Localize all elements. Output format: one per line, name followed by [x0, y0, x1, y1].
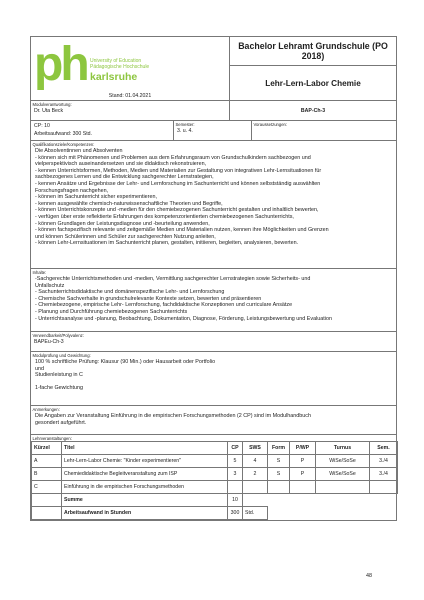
content-line: - Sachunterrichtsdidaktische und domänenspezifische Lehr- und Lernforschung — [35, 289, 225, 296]
exam-label: Modulprüfung und Gewichtung: — [32, 353, 91, 358]
goal-line: - kennen ausgewählte chemisch-naturwissenschaftliche Theorien und Begriffe, — [35, 200, 223, 207]
goal-line: - können Lehr-Lernsituationen im Sachunterricht planen, gestalten, initiieren, begleiten, analysieren, bewerten. — [35, 240, 299, 247]
responsible-label: Modulverantwortung: — [32, 102, 72, 107]
prereq-cell — [252, 121, 397, 141]
ph-karlsruhe-logo — [34, 43, 174, 91]
exam-line: 1-fache Gewichtung — [35, 385, 83, 392]
goal-line: - können sich mit Phänomenen und Problemen aus dem Erfahrungsraum von Grundschulkindern sachbezogen und — [35, 154, 311, 161]
table-cell: Einführung in die empirischen Forschungsmethoden — [62, 481, 228, 494]
workload-row — [32, 507, 398, 520]
semester-cell — [174, 121, 252, 141]
header-cell: Turnus — [316, 442, 370, 455]
goals-list — [31, 147, 396, 249]
table-cell — [268, 507, 398, 520]
goal-line: sachbezogenes Lernen und die Entwicklung sachgerechter Lernstrategien, — [35, 174, 214, 181]
content-line: - Chemiebezogene, empirische Lehr- Lernforschung, fachdidaktische Konzeptionen und curriculare Ansätze — [35, 302, 293, 309]
header-cell: Sem. — [370, 442, 398, 455]
module-table — [30, 36, 397, 521]
table-cell: WiSe/SoSe — [316, 468, 370, 481]
table-cell: P — [290, 468, 316, 481]
workload-label: Arbeitsaufwand in Stunden — [62, 507, 228, 520]
content-list — [31, 275, 396, 324]
goal-line: Forschungsfragen nachgehen, — [35, 187, 109, 194]
goal-line: - verfügen über erste reflektierte Erfahrungen des kompetenzorientierten chemiebezogenen Sachunterrichts, — [35, 213, 294, 220]
table-cell — [228, 481, 243, 494]
semester-value: 3. u. 4. — [177, 128, 193, 134]
prereq-label: Voraussetzungen: — [253, 122, 288, 127]
table-cell: Lehr-Lern-Labor Chemie: "Kinder experimentieren" — [62, 455, 228, 468]
table-cell: S — [268, 455, 290, 468]
courses-cell — [31, 435, 397, 521]
content-line: Unfallschutz — [35, 282, 65, 289]
exam-list — [31, 358, 396, 394]
exam-spacer — [35, 379, 393, 386]
courses-header-row — [32, 442, 398, 455]
table-cell — [370, 481, 398, 494]
notes-line: gesondert aufgeführt. — [35, 419, 87, 426]
table-cell: A — [32, 455, 62, 468]
workload-hours: 300 — [228, 507, 243, 520]
logo-line1: University of Education — [90, 58, 142, 64]
module-title: Lehr-Lern-Labor Chemie — [230, 66, 397, 101]
table-row — [32, 468, 398, 481]
usability-value: BAPEu-Ch-3 — [34, 339, 64, 345]
cp-cell — [31, 121, 174, 141]
responsible-cell — [31, 101, 230, 121]
sum-label: Summe — [62, 494, 228, 507]
table-cell: 2 — [243, 468, 268, 481]
table-cell — [243, 494, 398, 507]
table-cell: S — [268, 468, 290, 481]
notes-cell — [31, 406, 397, 435]
table-cell: 3./4 — [370, 455, 398, 468]
table-cell — [290, 481, 316, 494]
page-number: 48 — [366, 573, 372, 579]
header-cell: Titel — [62, 442, 228, 455]
logo-line2: Pädagogische Hochschule — [90, 64, 150, 70]
notes-label: Anmerkungen: — [32, 407, 60, 412]
logo-letters: ph — [34, 43, 87, 91]
table-cell — [316, 481, 370, 494]
goal-line: - kennen Ansätze und Ergebnisse der Lehr- und Lernforschung im Sachunterricht und können selbstständig auswählten — [35, 180, 321, 187]
goal-line: Die Absolventinnen und Absolventen — [35, 148, 123, 154]
usability-label: Verwendbarkeit/Polyvalenz: — [32, 333, 84, 338]
header-cell: CP — [228, 442, 243, 455]
goals-cell — [31, 141, 397, 269]
goal-line: und können Schülerinnen und Schüler zur sachgerechten Nutzung anleiten, — [35, 233, 216, 240]
courses-label: Lehrveranstaltungen: — [32, 436, 72, 441]
content-line: - Chemische Sachverhalte in grundschulrelevante Kontexte setzen, bewerten und präsentieren — [35, 295, 262, 302]
courses-table — [31, 441, 398, 520]
module-code: BAP-Ch-3 — [230, 101, 397, 121]
exam-line: und — [35, 365, 44, 372]
workload-value: Arbeitsaufwand: 300 Std. — [34, 130, 92, 137]
table-cell — [32, 507, 62, 520]
table-cell — [268, 481, 290, 494]
goal-line: - können Grundlagen der Leistungsdiagnose und -beurteilung anwenden, — [35, 220, 210, 227]
table-cell: WiSe/SoSe — [316, 455, 370, 468]
table-cell: P — [290, 455, 316, 468]
table-row — [32, 455, 398, 468]
logo-city: karlsruhe — [90, 71, 138, 83]
program-title: Bachelor Lehramt Grundschule (PO 2018) — [230, 37, 397, 66]
header-cell: P/WP — [290, 442, 316, 455]
header-cell: SWS — [243, 442, 268, 455]
goal-line: - können Unterrichtskonzepte und -medien für den chemiebezogenen Sachunterricht gestalten und inhaltlich bewerten, — [35, 207, 319, 214]
table-cell: Chemiedidaktische Begleitveranstaltung zum ISP — [62, 468, 228, 481]
sum-cp: 10 — [228, 494, 243, 507]
table-cell: C — [32, 481, 62, 494]
usability-cell — [31, 332, 397, 352]
notes-list — [31, 412, 396, 428]
workload-unit: Std. — [243, 507, 268, 520]
exam-line: 100 % schriftliche Prüfung: Klausur (90 Min.) oder Hausarbeit oder Portfolio — [35, 359, 216, 365]
notes-line: Die Angaben zur Veranstaltung Einführung in die empirischen Forschungsmethoden (2 CP) sind im Modulhandbuch — [35, 413, 311, 419]
table-cell: B — [32, 468, 62, 481]
table-row — [32, 481, 398, 494]
table-cell — [32, 494, 62, 507]
goal-line: - kennen Unterrichtsformen, Methoden, Medien und Materialien zur Gestaltung von integrativen Lehr-Lernsituationen für — [35, 167, 322, 174]
goals-label: Qualifikationsziele/Kompetenzen: — [32, 142, 95, 147]
content-label: Inhalte: — [32, 270, 47, 275]
table-cell: 3 — [228, 468, 243, 481]
content-cell — [31, 269, 397, 332]
stand-date: Stand: 01.04.2021 — [108, 93, 152, 99]
content-line: - Planung und Durchführung chemiebezogenen Sachunterrichts — [35, 308, 188, 315]
goal-line: - können fachspezifisch relevante und zeitgemäße Medien und Materialien nutzen, kennen ihre Möglichkeiten und Grenzen — [35, 227, 329, 234]
table-cell: 3./4 — [370, 468, 398, 481]
goal-line: - können im Sachunterricht sicher experimentieren, — [35, 194, 157, 201]
header-cell: Form — [268, 442, 290, 455]
exam-cell — [31, 352, 397, 406]
table-cell — [243, 481, 268, 494]
semester-label: Semester: — [175, 122, 195, 127]
exam-line: Studienleistung in C — [35, 372, 83, 379]
content-line: - Unterrichtsanalyse und -planung, Beobachtung, Dokumentation, Diagnose, Förderung, Leistungsbewertung und Evaluation — [35, 315, 332, 322]
goal-line: vielperspektivisch auseinandersetzen und sie didaktisch rekonstruieren, — [35, 161, 207, 168]
cp-value: CP: 10 — [34, 123, 50, 129]
module-page — [30, 36, 396, 521]
table-cell: 4 — [243, 455, 268, 468]
sum-row — [32, 494, 398, 507]
responsible-value: Dr. Uta Beck — [34, 108, 64, 114]
logo-cell — [31, 37, 230, 101]
content-line: -Sachgerechte Unterrichtsmethoden und -medien, Vermittlung sachgerechter Lernstrategien sowie Sicherheits- und — [35, 276, 311, 282]
table-cell: 5 — [228, 455, 243, 468]
header-cell: Kürzel — [32, 442, 62, 455]
